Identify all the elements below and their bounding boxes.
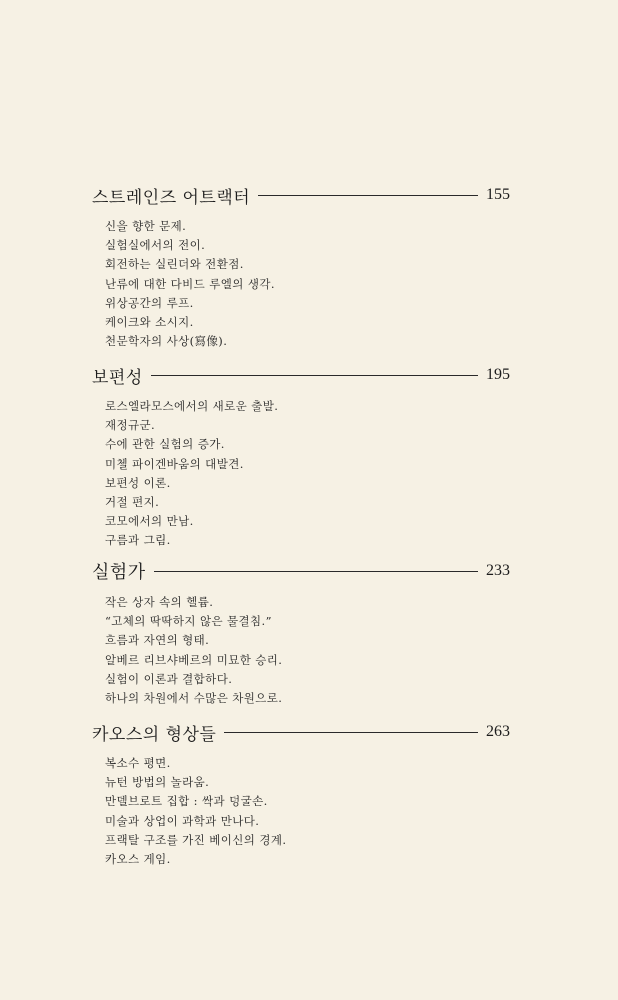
chapter-heading [92,361,510,389]
chapter-page-number: 155 [486,186,510,203]
toc-chapter [92,718,510,869]
section-item: 거절 편지. [105,495,160,510]
chapter-title: 카오스의 형상들 [92,724,217,745]
section-item: 흐름과 자연의 형태. [105,633,210,648]
leader-rule [258,195,478,196]
section-item: 알베르 리브샤베르의 미묘한 승리. [105,652,283,667]
chapter-title: 실험가 [92,562,146,583]
section-item: 케이크와 소시지. [105,315,194,330]
toc-chapter [92,557,510,708]
section-item: “고체의 딱딱하지 않은 물결침.” [105,614,272,629]
chapter-title: 보편성 [92,367,143,388]
section-item: 미첼 파이겐바움의 대발견. [105,456,244,471]
chapter-heading [92,557,510,585]
section-item: 하나의 차원에서 수많은 차원으로. [105,691,283,706]
section-item: 보편성 이론. [105,475,171,490]
section-item: 천문학자의 사상(寫像). [105,334,228,349]
section-item: 코모에서의 만남. [105,514,194,529]
leader-rule [151,375,478,376]
chapter-page-number: 263 [486,723,510,740]
section-item: 구름과 그림. [105,533,171,548]
section-item: 회전하는 실린더와 전환점. [105,257,244,272]
section-item: 만델브로트 집합 : 싹과 덩굴손. [105,794,268,809]
section-item: 뉴턴 방법의 놀라움. [105,775,210,790]
section-list [105,217,510,351]
chapter-heading [92,718,510,746]
leader-rule [224,732,478,733]
chapter-title: 스트레인즈 어트랙터 [92,187,251,208]
section-item: 카오스 게임. [105,852,171,867]
section-item: 프랙탈 구조를 가진 베이신의 경계. [105,832,287,847]
section-item: 실험이 이론과 결합하다. [105,671,233,686]
chapter-page-number: 195 [486,366,510,383]
section-list [105,397,510,551]
section-item: 로스엘라모스에서의 새로운 출발. [105,399,279,413]
section-item: 실험실에서의 전이. [105,238,206,253]
section-list [105,593,510,708]
section-item: 난류에 대한 다비드 루엘의 생각. [105,276,275,291]
section-item: 위상공간의 루프. [105,295,194,310]
section-list [105,754,510,869]
chapter-page-number: 233 [486,562,510,579]
leader-rule [154,571,478,572]
section-item: 수에 관한 실험의 증가. [105,437,225,452]
section-item: 미술과 상업이 과학과 만나다. [105,813,260,828]
chapter-heading [92,181,510,209]
section-item: 작은 상자 속의 헬륨. [105,595,214,609]
section-item: 신을 향한 문제. [105,219,187,233]
toc-chapter [92,181,510,351]
section-item: 재정규군. [105,418,156,433]
toc-chapter [92,361,510,551]
section-item: 복소수 평면. [105,756,171,770]
